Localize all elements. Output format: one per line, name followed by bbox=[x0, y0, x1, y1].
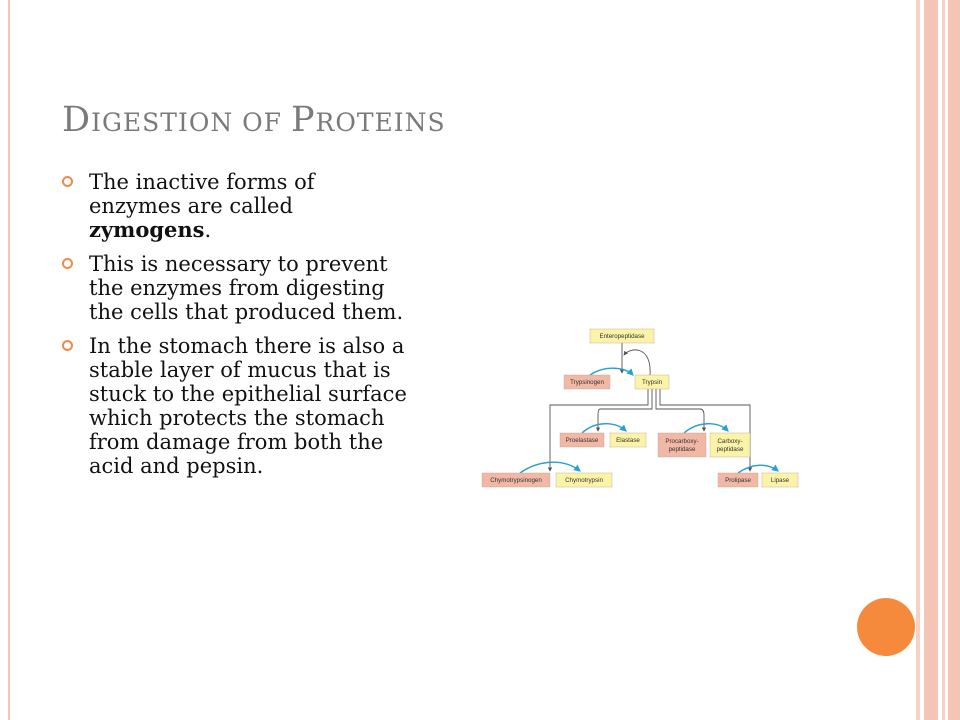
node-enteropeptidase bbox=[590, 329, 654, 343]
title-part: D bbox=[62, 100, 92, 140]
node-label: Trypsinogen bbox=[570, 379, 604, 387]
bullet-list bbox=[62, 170, 407, 488]
connector-arrow bbox=[598, 389, 652, 431]
node-label: Elastase bbox=[616, 437, 640, 445]
node-carboxypeptidase bbox=[710, 433, 750, 457]
connector-arrow bbox=[660, 389, 750, 471]
node-label: Enteropeptidase bbox=[599, 333, 645, 341]
node-label: Prolipase bbox=[725, 477, 751, 485]
slide-title bbox=[62, 100, 446, 140]
right-decorative-stripes bbox=[916, 0, 960, 720]
activation-arrow bbox=[738, 465, 778, 473]
node-chymotrypsin bbox=[556, 473, 612, 487]
node-label: peptidase bbox=[716, 446, 744, 454]
node-label: Procarboxy- bbox=[665, 438, 699, 446]
bullet-text: The inactive forms of enzymes are called bbox=[89, 170, 315, 218]
decorative-circle bbox=[857, 598, 915, 656]
bullet-circle-icon bbox=[62, 258, 73, 269]
bullet-item bbox=[62, 334, 407, 478]
node-prolipase bbox=[718, 473, 758, 487]
activation-arrow bbox=[582, 424, 626, 433]
stripe bbox=[916, 0, 920, 720]
connector-arrow bbox=[550, 389, 648, 471]
node-proelastase bbox=[560, 433, 604, 447]
node-label: Chymotrypsin bbox=[565, 477, 603, 485]
node-elastase bbox=[610, 433, 646, 447]
node-label: Proelastase bbox=[565, 437, 599, 445]
bullet-item bbox=[62, 170, 407, 242]
title-part: ROTEINS bbox=[315, 108, 446, 137]
title-part: IGESTION OF bbox=[91, 108, 291, 137]
bullet-circle-icon bbox=[62, 176, 73, 187]
node-label: peptidase bbox=[668, 446, 696, 454]
stripe bbox=[924, 0, 938, 720]
bullet-text: This is necessary to prevent the enzymes from digesting the cells that produced them. bbox=[89, 252, 404, 324]
bullet-bold-term: zymogens bbox=[89, 217, 205, 242]
node-lipase bbox=[762, 473, 798, 487]
activation-arrow bbox=[590, 368, 633, 375]
node-chymotrypsinogen bbox=[482, 473, 550, 487]
enzyme-activation-diagram bbox=[480, 325, 810, 495]
node-label: Trypsin bbox=[641, 379, 663, 387]
node-trypsinogen bbox=[564, 375, 610, 389]
node-label: Lipase bbox=[770, 477, 790, 485]
stripe bbox=[948, 0, 960, 720]
activation-arrow bbox=[684, 424, 728, 433]
node-procarboxypeptidase bbox=[658, 433, 706, 457]
node-label: Carboxy- bbox=[717, 438, 743, 446]
node-label: Chymotrypsinogen bbox=[490, 477, 542, 485]
stripe bbox=[942, 0, 945, 720]
bullet-circle-icon bbox=[62, 340, 73, 351]
bullet-item bbox=[62, 252, 407, 324]
title-part: P bbox=[290, 100, 316, 140]
bullet-text: . bbox=[204, 218, 212, 242]
left-border-line bbox=[8, 0, 10, 720]
bullet-text: In the stomach there is also a stable layer of mucus that is stuck to the epithelial surface which protects the stomach from damage from both the acid and pepsin. bbox=[89, 334, 407, 478]
connector-arrow bbox=[656, 389, 704, 431]
node-trypsin bbox=[635, 375, 669, 389]
